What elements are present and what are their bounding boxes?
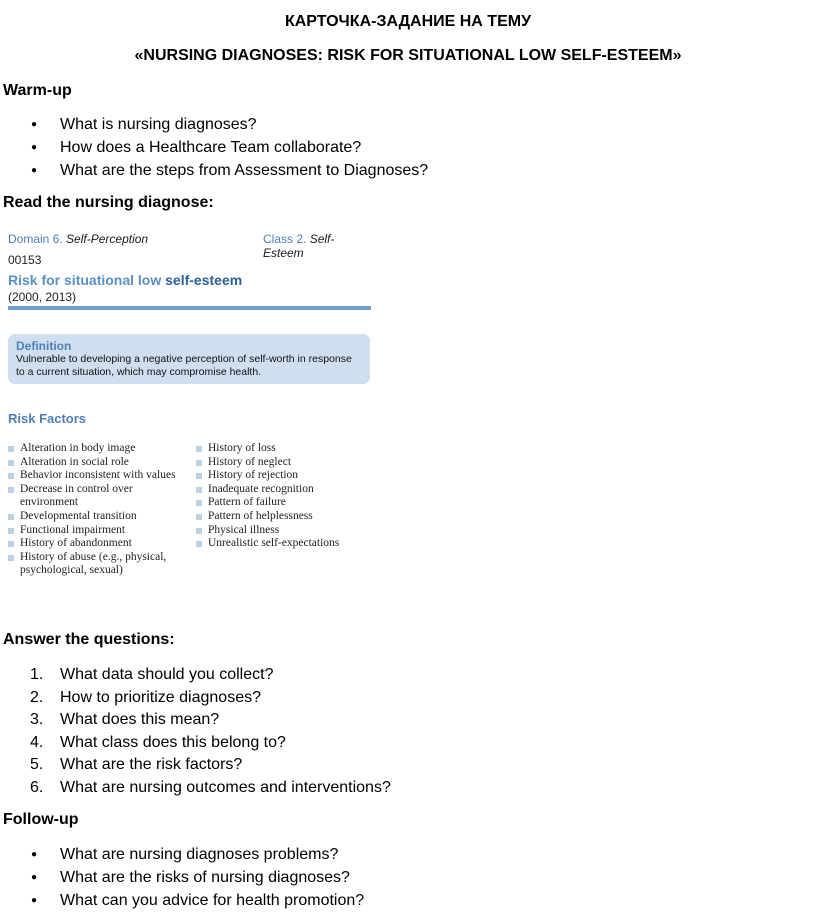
answer-heading: Answer the questions: xyxy=(3,631,175,648)
risk-factor-item: History of abandonment xyxy=(8,537,193,551)
list-item xyxy=(0,709,391,732)
item-number: 1. xyxy=(30,666,44,683)
definition-text: Vulnerable to developing a negative perception of self-worth in response to a current situation, which may compromise health. xyxy=(16,353,352,378)
risk-factor-item: Functional impairment xyxy=(8,524,193,538)
list-item: ● What can you advice for health promotion? xyxy=(0,889,364,912)
item-number: 3. xyxy=(30,711,44,728)
list-item xyxy=(0,777,391,800)
list-item: ● What is nursing diagnoses? xyxy=(0,113,428,136)
item-text: What does this mean? xyxy=(60,711,220,728)
read-heading: Read the nursing diagnose: xyxy=(3,194,214,211)
domain-label: Domain 6. xyxy=(8,232,63,246)
list-item: ● What are the steps from Assessment to Diagnoses? xyxy=(0,159,428,182)
risk-factors-title: Risk Factors xyxy=(8,411,87,426)
risk-factor-item: History of neglect xyxy=(196,456,372,470)
warmup-list xyxy=(0,113,428,182)
list-item: ● How does a Healthcare Team collaborate? xyxy=(0,136,428,159)
card-title-line1: КАРТОЧКА-ЗАДАНИЕ НА ТЕМУ xyxy=(284,13,532,30)
nanda-diagnosis-card xyxy=(8,228,372,598)
item-number: 4. xyxy=(30,733,44,751)
class-label: Class 2. xyxy=(263,232,307,246)
item-number: 6. xyxy=(30,778,44,796)
followup-heading: Follow-up xyxy=(3,811,79,828)
risk-factor-item: Decrease in control over environment xyxy=(8,483,193,510)
domain-value: Self-Perception xyxy=(66,232,149,246)
item-text: What data should you collect? xyxy=(60,666,274,683)
item-text: What are the risk factors? xyxy=(60,756,243,773)
risk-factor-item: Inadequate recognition xyxy=(196,483,372,497)
item-number: 2. xyxy=(30,688,44,706)
list-item: ● What are the risks of nursing diagnoses? xyxy=(0,866,364,889)
card-title-line2: «NURSING DIAGNOSES: RISK FOR SITUATIONAL LOW SELF-ESTEEM» xyxy=(134,47,682,64)
warmup-heading: Warm-up xyxy=(3,82,72,99)
list-item xyxy=(0,664,391,687)
diagnosis-title-bold: self-esteem xyxy=(165,272,243,288)
diagnosis-code: 00153 xyxy=(8,253,42,267)
risk-factor-item: Unrealistic self-expectations xyxy=(196,537,372,551)
item-text: What are nursing outcomes and interventions? xyxy=(60,778,391,796)
class-value: Self-Esteem xyxy=(263,232,335,260)
risk-factor-item: Alteration in social role xyxy=(8,456,193,470)
risk-factor-item: History of abuse (e.g., physical, psychological, sexual) xyxy=(8,551,193,578)
risk-factor-item: Pattern of helplessness xyxy=(196,510,372,524)
risk-factor-item: Behavior inconsistent with values xyxy=(8,469,193,483)
item-number: 5. xyxy=(30,756,44,773)
risk-factors-column-2 xyxy=(196,442,372,551)
risk-factor-item: Physical illness xyxy=(196,524,372,538)
item-text: What class does this belong to? xyxy=(60,733,286,751)
definition-box xyxy=(8,334,370,384)
class-info xyxy=(263,232,372,260)
risk-factor-item: Alteration in body image xyxy=(8,442,193,456)
risk-factor-item: History of loss xyxy=(196,442,372,456)
domain-info xyxy=(8,232,148,246)
list-item xyxy=(0,687,391,710)
list-item: ● What are nursing diagnoses problems? xyxy=(0,843,364,866)
item-text: How to prioritize diagnoses? xyxy=(60,688,261,706)
followup-list xyxy=(0,843,364,912)
definition-title: Definition xyxy=(16,339,72,353)
list-item xyxy=(0,732,391,755)
questions-list xyxy=(0,664,391,799)
diagnosis-title xyxy=(8,272,242,288)
divider xyxy=(8,306,371,310)
diagnosis-title-plain: Risk for situational low xyxy=(8,272,166,288)
risk-factor-item: Pattern of failure xyxy=(196,496,372,510)
risk-factors-column-1 xyxy=(8,442,193,578)
list-item xyxy=(0,754,391,777)
diagnosis-years: (2000, 2013) xyxy=(8,290,77,304)
risk-factor-item: Developmental transition xyxy=(8,510,193,524)
risk-factor-item: History of rejection xyxy=(196,469,372,483)
